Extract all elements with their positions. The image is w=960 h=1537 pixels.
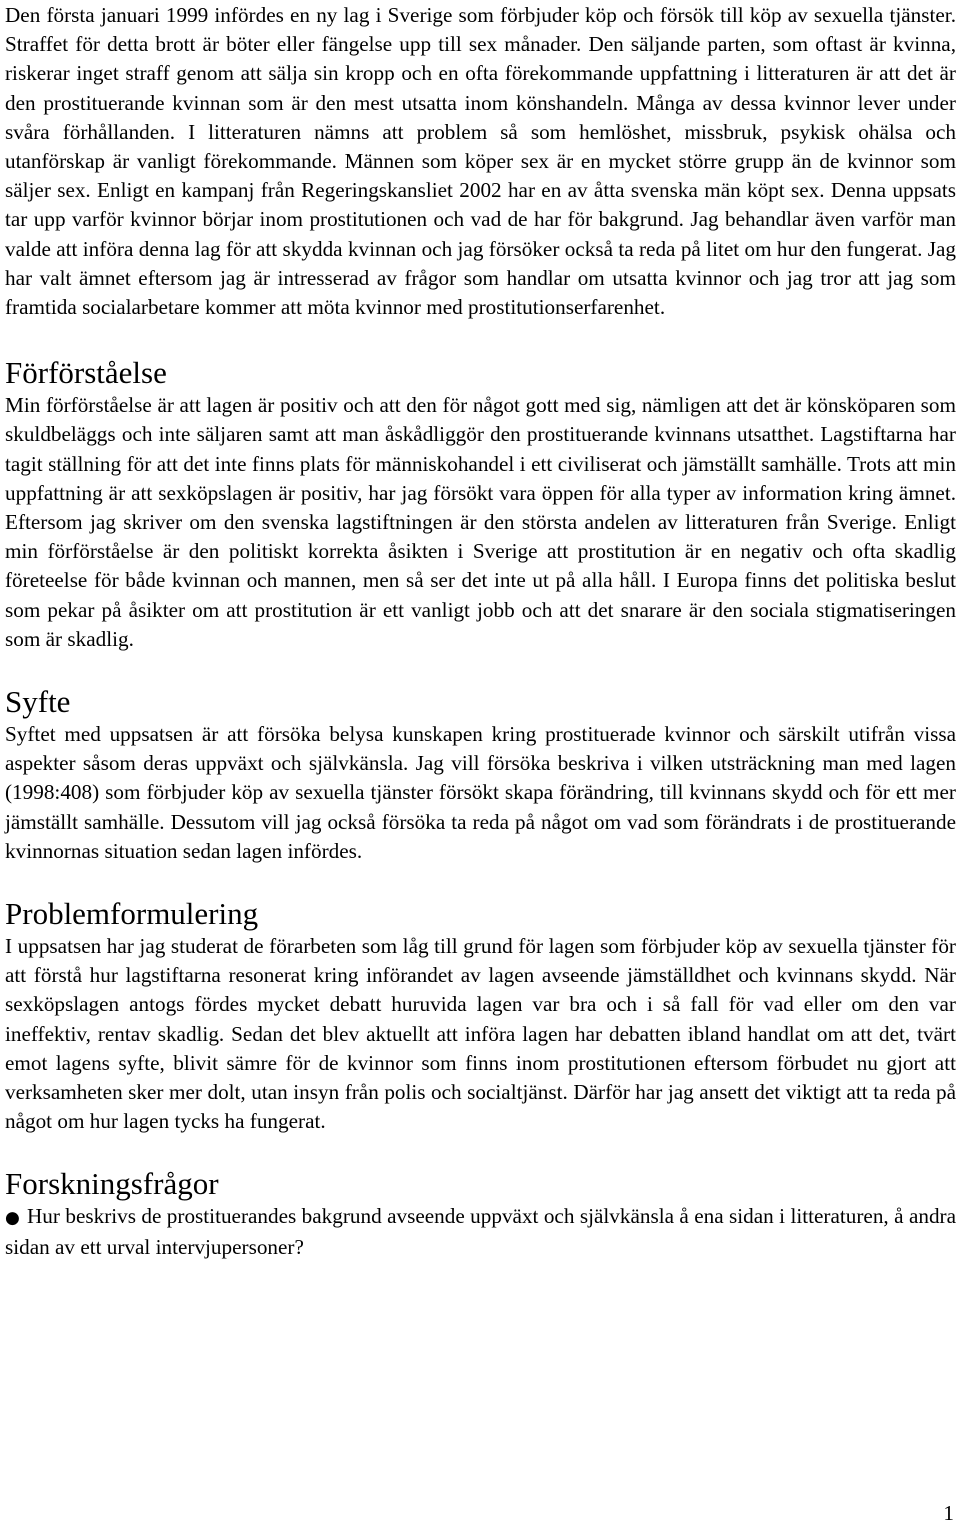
- heading-problemformulering: Problemformulering: [5, 896, 259, 932]
- page-number: 1: [943, 1501, 954, 1525]
- heading-syfte: Syfte: [5, 684, 71, 720]
- intro-paragraph: Den första januari 1999 infördes en ny lag i Sverige som förbjuder köp och försök till köp av sexuella tjänster. Straffet för detta brott är böter eller fängelse upp till sex månader. Den säljande parten, som oftast är kvinna, riskerar inget straff genom att sälja sin kropp och en ofta förekommande uppfattning i litteraturen är att det är den prostituerande kvinnan som är den mest utsatta inom könshandeln. Många av dessa kvinnor lever under svåra förhållanden. I litteraturen nämns att problem så som hemlöshet, missbruk, psykisk ohälsa och utanförskap är vanligt förekommande. Männen som köper sex är en mycket större grupp än de kvinnor som säljer sex. Enligt en kampanj från Regeringskansliet 2002 har en av åtta svenska män köpt sex. Denna uppsats tar upp varför kvinnor börjar inom prostitutionen och vad de har för bakgrund. Jag behandlar även varför man valde att införa denna lag för att skydda kvinnan och jag försöker också ta reda på litet om hur den fungerat. Jag har valt ämnet eftersom jag är intresserad av frågor som handlar om utsatta kvinnor och jag tror att jag som framtida socialarbetare kommer att möta kvinnor med prostitutionserfarenhet.: [5, 3, 956, 320]
- heading-forforstaelse: Förförståelse: [5, 355, 167, 391]
- research-question-item: [5, 1202, 956, 1262]
- paragraph-forforstaelse: Min förförståelse är att lagen är positiv och att den för något gott med sig, nämligen att det är könsköparen som skuldbeläggs och inte säljaren samt att man åskådliggör den prostituerande kvinnans utsatthet. Lagstiftarna har tagit ställning för att det inte finns plats för människohandel i ett civiliserat och jämställt samhälle. Trots att min uppfattning är att sexköpslagen är positiv, har jag försökt vara öppen för alla typer av information kring ämnet. Eftersom jag skriver om den svenska lagstiftningen är den största andelen av litteraturen från Sverige. Enligt min förförståelse är den politiskt korrekta åsikten i Sverige att prostitution är en negativ och ofta skadlig företeelse för både kvinnan och mannen, men så ser det inte ut på alla håll. I Europa finns det politiska beslut som pekar på åsikter om att prostitution är ett vanligt jobb och att det snarare är den sociala stigmatiseringen som är skadlig.: [5, 393, 956, 651]
- paragraph-syfte: Syftet med uppsatsen är att försöka belysa kunskapen kring prostituerade kvinnor och särskilt utifrån vissa aspekter såsom deras uppväxt och självkänsla. Jag vill försöka beskriva i vilken utsträckning man med lagen (1998:408) som förbjuder köp av sexuella tjänster försökt skapa förändring, till kvinnans skydd och för ett mer jämställt samhälle. Dessutom vill jag också försöka ta reda på något om vad som förändrats i de prostituerande kvinnornas situation sedan lagen infördes.: [5, 722, 956, 863]
- paragraph-problemformulering: I uppsatsen har jag studerat de förarbeten som låg till grund för lagen som förbjuder köp av sexuella tjänster för att förstå hur lagstiftarna resonerat kring införandet av lagen avseende jämställdhet och kvinnans skydd. När sexköpslagen antogs fördes mycket debatt huruvida lagen var bra och i så fall för vad eller om den var ineffektiv, rentav skadlig. Sedan det blev aktuellt att införa lagen har debatten ibland handlat om att det, tvärt emot lagens syfte, blivit sämre för de kvinnor som finns inom prostitutionen eftersom förbudet nu gjort att verksamheten sker mer dolt, utan insyn från polis och socialtjänst. Därför har jag ansett det viktigt att ta reda på något om hur lagen tycks ha fungerat.: [5, 934, 956, 1134]
- bullet-icon: ●: [5, 1207, 20, 1228]
- document-page: [5, 0, 956, 1262]
- heading-forskningsfragor: Forskningsfrågor: [5, 1165, 219, 1201]
- research-question-text: Hur beskrivs de prostituerandes bakgrund avseende uppväxt och självkänsla å ena sidan i litteraturen, å andra sidan av ett urval intervjupersoner?: [5, 1203, 956, 1259]
